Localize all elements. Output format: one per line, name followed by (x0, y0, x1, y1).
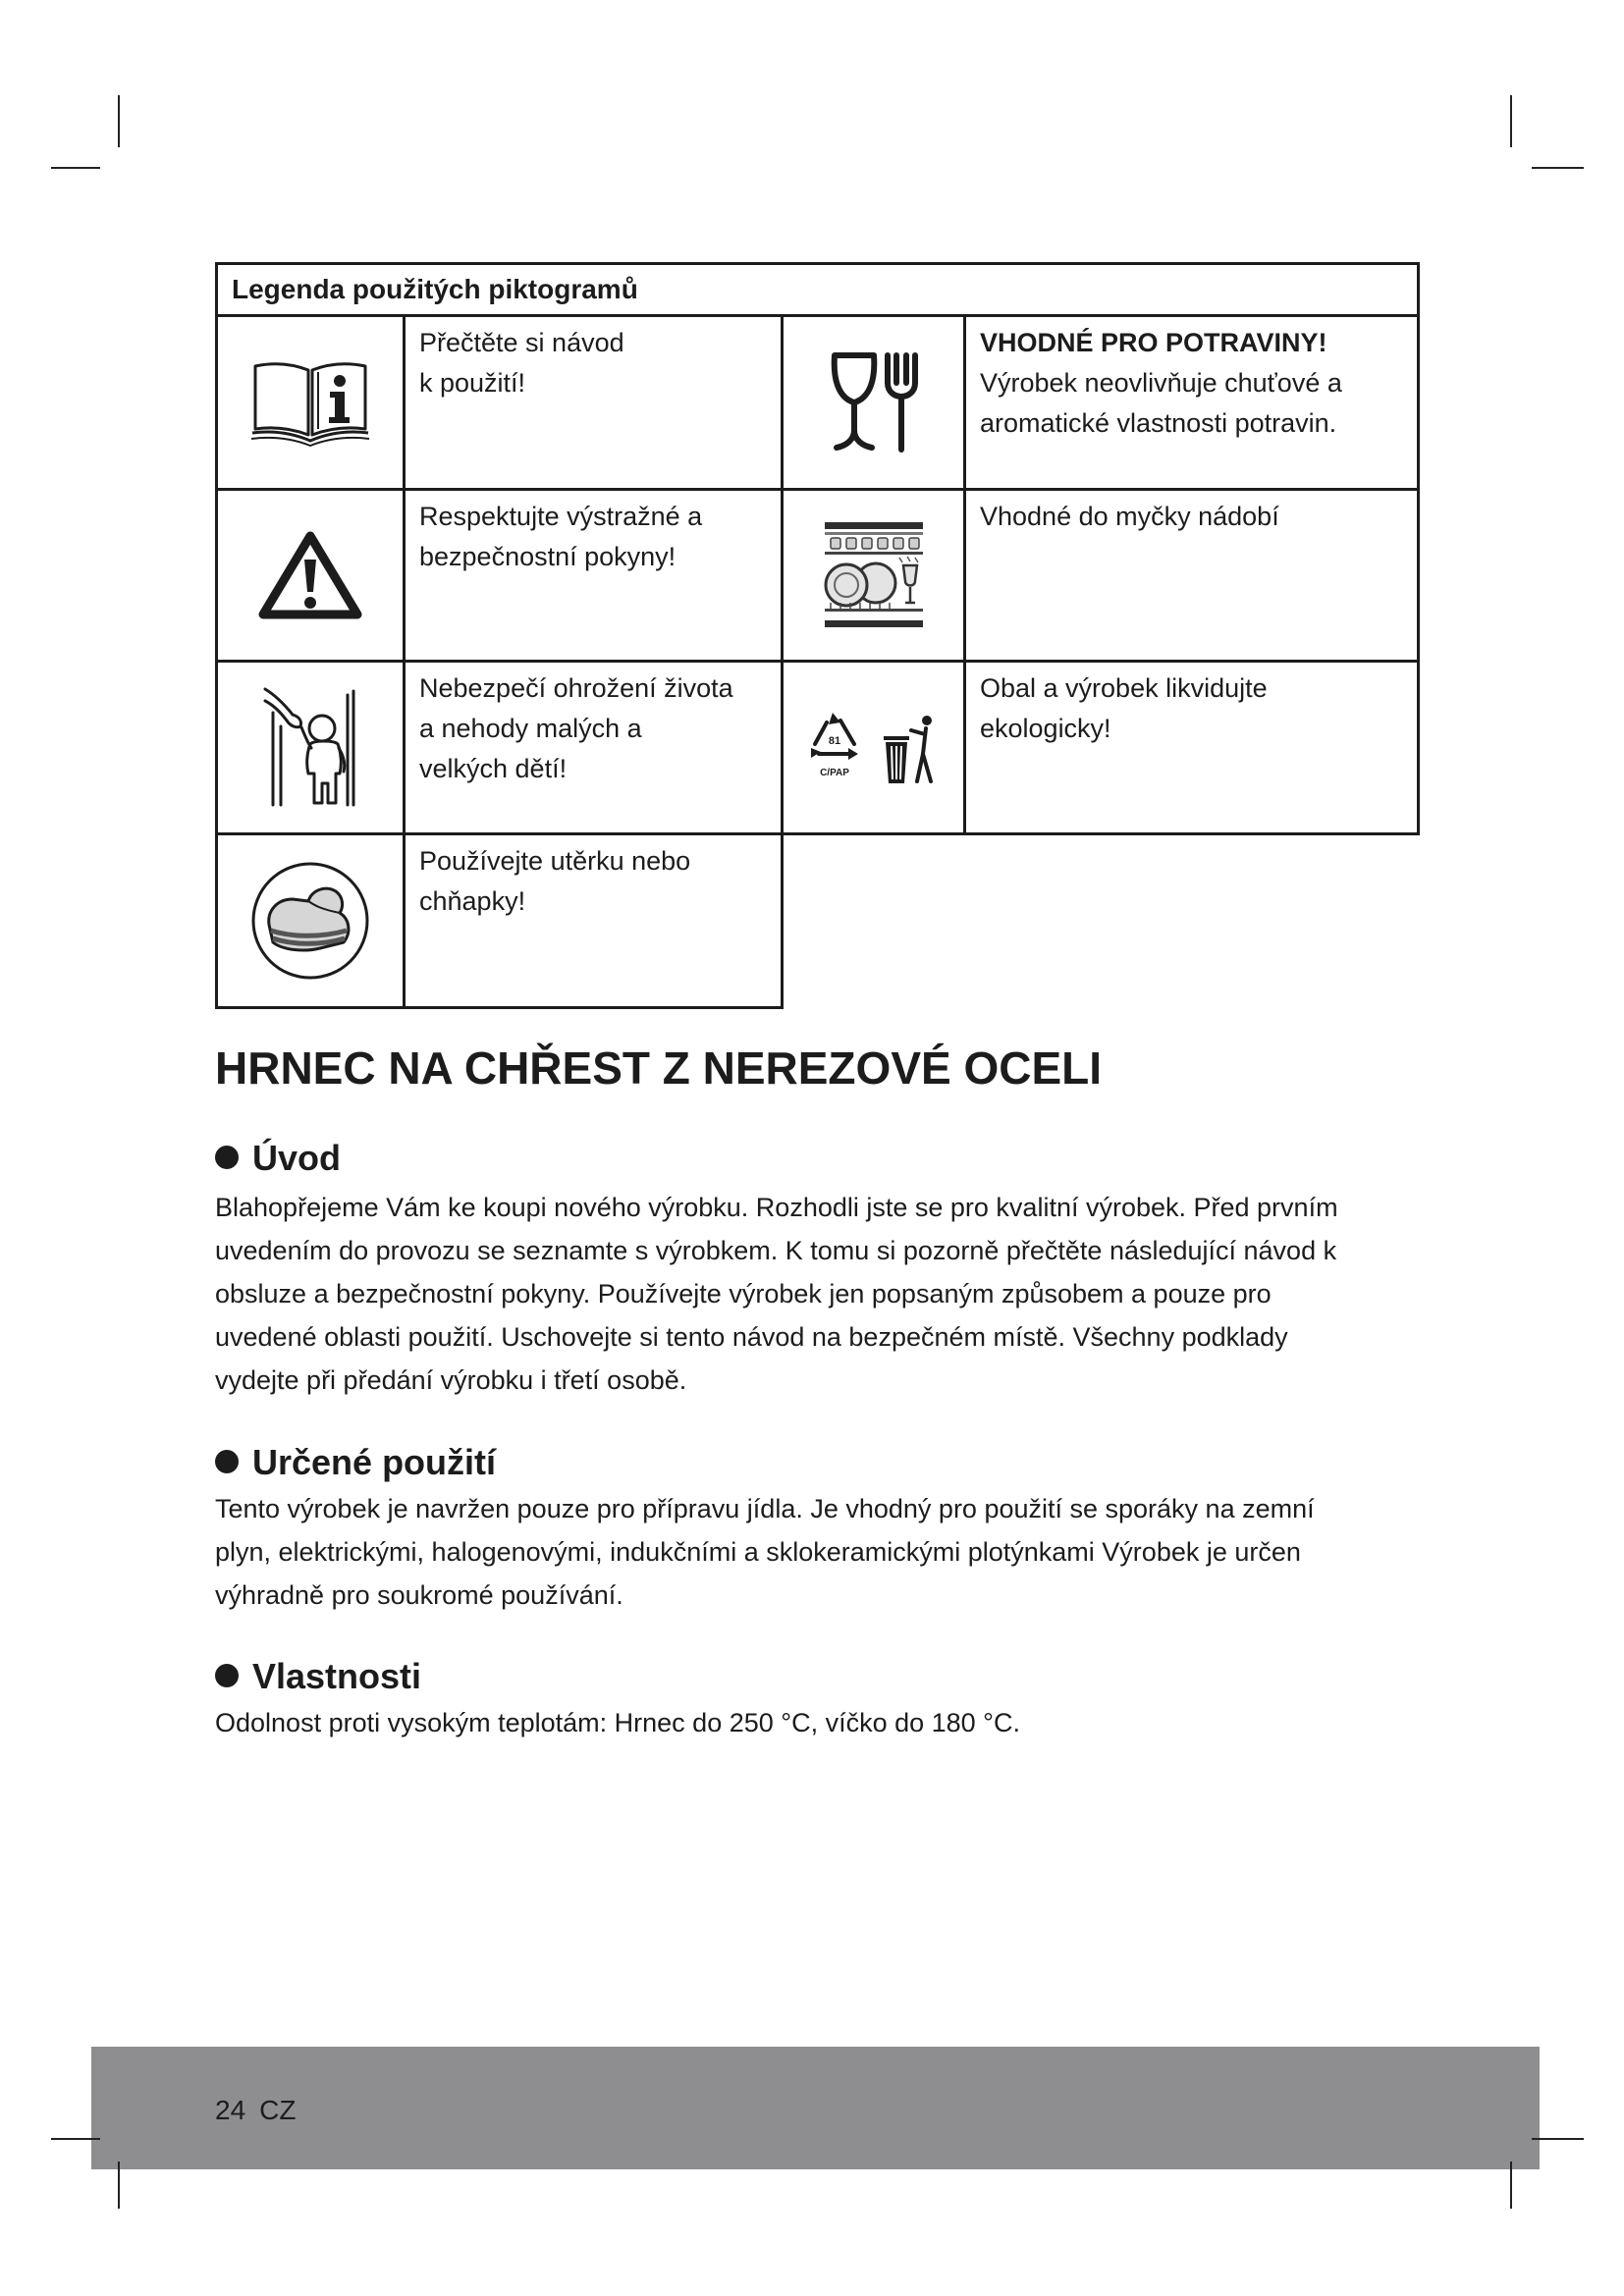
section-heading-intended-use (215, 1441, 496, 1484)
legend-text-line: chňapky! (419, 886, 526, 916)
crop-mark-bottom-left-horizontal (51, 2138, 100, 2140)
oven-mitt-icon (249, 860, 371, 982)
legend-text-cell (965, 490, 1419, 662)
crop-mark-top-left-horizontal (51, 167, 100, 169)
legend-icon-cell (217, 834, 405, 1008)
legend-text-line: Obal a výrobek likvidujte (980, 673, 1268, 703)
section-heading-label: Vlastnosti (252, 1656, 422, 1696)
legend-text-cell (965, 316, 1419, 490)
paragraph-line: výhradně pro soukromé používání. (215, 1580, 623, 1610)
legend-text-line: Nebezpečí ohrožení života (419, 673, 733, 703)
legend-text-line: a nehody malých a (419, 714, 642, 743)
legend-text-line: Používejte utěrku nebo (419, 846, 691, 876)
section-heading-properties (215, 1655, 421, 1698)
crop-mark-bottom-right-horizontal (1532, 2138, 1584, 2140)
language-code: CZ (259, 2095, 297, 2125)
legend-empty-cell (783, 834, 1419, 1008)
crop-mark-bottom-left-vertical (118, 2162, 120, 2209)
legend-row (217, 316, 1419, 490)
legend-icon-cell (783, 662, 965, 834)
page-title: HRNEC NA CHŘEST Z NEREZOVÉ OCELI (215, 1042, 1103, 1094)
crop-mark-top-left-vertical (118, 95, 120, 147)
read-instructions-icon (249, 356, 371, 449)
paragraph-line: Blahopřejeme Vám ke koupi nového výrobku. Rozhodli jste se pro kvalitní výrobek. Před prvním (215, 1193, 1338, 1222)
bullet-icon (215, 1146, 239, 1169)
page-number: 24 (215, 2095, 246, 2125)
legend-row (217, 834, 1419, 1008)
legend-icon-cell (217, 662, 405, 834)
dishwasher-safe-icon (821, 518, 927, 632)
paragraph-line: plyn, elektrickými, halogenovými, indukčními a sklokeramickými plotýnkami Výrobek je určen (215, 1537, 1301, 1567)
section-heading-label: Úvod (252, 1138, 341, 1178)
legend-text-cell (965, 662, 1419, 834)
section-body-intro (215, 1186, 1338, 1402)
paragraph-line: obsluze a bezpečnostní pokyny. Používejte výrobek jen popsaným způsobem a pouze pro (215, 1279, 1272, 1308)
section-heading-intro (215, 1137, 341, 1180)
warning-icon (256, 528, 364, 622)
recycling-icon (805, 709, 943, 787)
legend-text-line: Respektujte výstražné a (419, 502, 703, 531)
paragraph-line: vydejte při předání výrobku i třetí osobě. (215, 1365, 687, 1395)
legend-header-row (217, 264, 1419, 316)
legend-icon-cell (217, 490, 405, 662)
legend-icon-cell (783, 490, 965, 662)
bullet-icon (215, 1664, 239, 1687)
recycling-code-label: 81 (828, 734, 840, 747)
legend-text-line: Přečtěte si návod (419, 328, 624, 357)
child-danger-icon (263, 687, 357, 809)
crop-mark-top-right-horizontal (1532, 167, 1584, 169)
legend-text-cell (405, 490, 783, 662)
footer-page-label (215, 2091, 296, 2130)
footer-bar (91, 2047, 1540, 2169)
legend-title: Legenda použitých piktogramů (217, 264, 1419, 316)
legend-row (217, 490, 1419, 662)
paragraph-line: Tento výrobek je navržen pouze pro přípravu jídla. Je vhodný pro použití se sporáky na zemní (215, 1494, 1315, 1523)
legend-text-line: Vhodné do myčky nádobí (980, 502, 1279, 531)
legend-text-cell (405, 662, 783, 834)
bullet-icon (215, 1450, 239, 1473)
crop-mark-top-right-vertical (1510, 95, 1512, 147)
legend-text-line: bezpečnostní pokyny! (419, 542, 677, 571)
paragraph-line: uvedením do provozu se seznamte s výrobkem. K tomu si pozorně přečtěte následující návod k (215, 1236, 1337, 1265)
recycling-material-label: C/PAP (819, 767, 849, 778)
legend-icon-cell (783, 316, 965, 490)
legend-text-line: k použití! (419, 368, 526, 398)
legend-text-line: Výrobek neovlivňuje chuťové a (980, 368, 1342, 398)
food-safe-icon (827, 349, 921, 455)
legend-row (217, 662, 1419, 834)
legend-text-line: aromatické vlastnosti potravin. (980, 408, 1337, 438)
section-heading-label: Určené použití (252, 1442, 497, 1482)
legend-text-cell (405, 316, 783, 490)
section-body-properties (215, 1701, 1020, 1744)
crop-mark-bottom-right-vertical (1510, 2162, 1512, 2209)
section-body-intended-use (215, 1487, 1315, 1617)
paragraph-line: Odolnost proti vysokým teplotám: Hrnec do 250 °C, víčko do 180 °C. (215, 1708, 1020, 1737)
legend-text-cell (405, 834, 783, 1008)
legend-text-heading: VHODNÉ PRO POTRAVINY! (980, 328, 1327, 357)
paragraph-line: uvedené oblasti použití. Uschovejte si tento návod na bezpečném místě. Všechny podklady (215, 1322, 1288, 1352)
pictogram-legend-table (215, 262, 1420, 1009)
legend-text-line: velkých dětí! (419, 754, 568, 783)
legend-text-line: ekologicky! (980, 714, 1111, 743)
legend-icon-cell (217, 316, 405, 490)
